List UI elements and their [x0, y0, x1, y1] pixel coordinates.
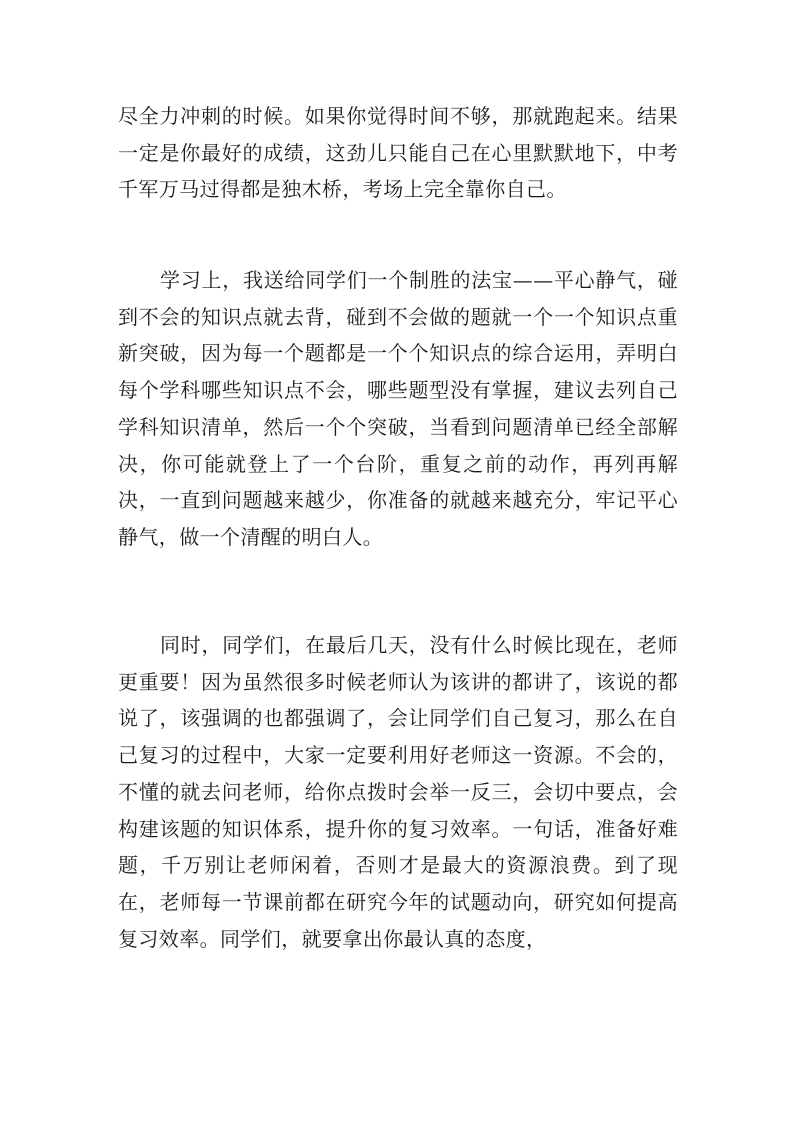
paragraph-continuation: 尽全力冲刺的时候。如果你觉得时间不够，那就跑起来。结果一定是你最好的成绩，这劲儿只能自己在心里默默地下，中考千军万马过得都是独木桥，考场上完全靠你自己。: [118, 104, 678, 202]
paragraph-teacher-resource: 同时，同学们，在最后几天，没有什么时候比现在，老师更重要！因为虽然很多时候老师认为该讲的都讲了，该说的都说了，该强调的也都强调了，会让同学们自己复习，那么在自己复习的过程中，大家一定要利用好老师这一资源。不会的，不懂的就去问老师，给你点拨时会举一反三，会切中要点，会构建该题的知识体系，提升你的复习效率。一句话，准备好难题，千万别让老师闲着，否则才是最大的资源浪费。到了现在，老师每一节课前都在研究今年的试题动向，研究如何提高复习效率。同学们，就要拿出你最认真的态度，: [118, 633, 678, 951]
paragraph-study-method: 学习上，我送给同学们一个制胜的法宝——平心静气，碰到不会的知识点就去背，碰到不会做的题就一个一个知识点重新突破，因为每一个题都是一个个知识点的综合运用，弄明白每个学科哪些知识点不会，哪些题型没有掌握，建议去列自己学科知识清单，然后一个个突破，当看到问题清单已经全部解决，你可能就登上了一个台阶，重复之前的动作，再列再解决，一直到问题越来越少，你准备的就越来越充分，牢记平心静气，做一个清醒的明白人。: [118, 268, 678, 549]
